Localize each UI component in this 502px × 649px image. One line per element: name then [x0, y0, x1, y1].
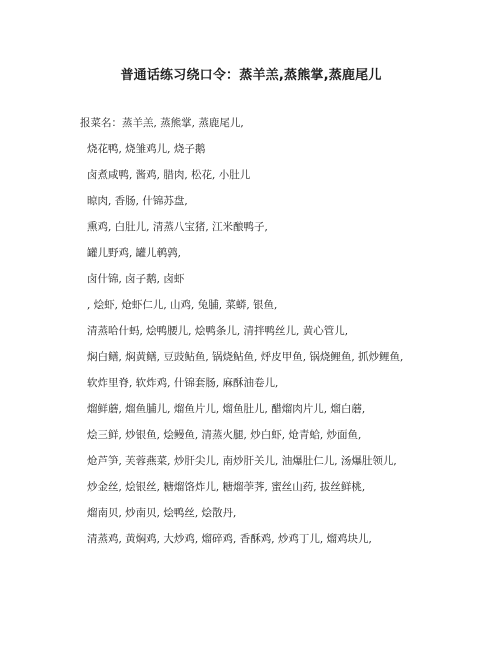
paragraph: 焖白鳝, 焖黄鳝, 豆豉鲇鱼, 锅烧鲇鱼, 烀皮甲鱼, 锅烧鲤鱼, 抓炒鲤鱼,: [87, 351, 404, 363]
paragraph: 熘南贝, 炒南贝, 烩鸭丝, 烩散丹,: [87, 507, 237, 519]
paragraph: 烩三鲜, 炒银鱼, 烩鳗鱼, 清蒸火腿, 炒白虾, 炝青蛤, 炒面鱼,: [87, 429, 362, 441]
paragraph: 清蒸哈什蚂, 烩鸭腰儿, 烩鸭条儿, 清拌鸭丝儿, 黄心管儿,: [87, 325, 349, 337]
paragraph: 软炸里脊, 软炸鸡, 什锦套肠, 麻酥油卷儿,: [87, 377, 279, 389]
paragraph: 熘鲜蘑, 熘鱼脯儿, 熘鱼片儿, 熘鱼肚儿, 醋熘肉片儿, 熘白蘑,: [87, 403, 366, 415]
document-title: 普通话练习绕口令：蒸羊羔,蒸熊掌,蒸鹿尾儿: [120, 68, 382, 83]
document-body: [64, 117, 442, 559]
paragraph: 熏鸡, 白肚儿, 清蒸八宝猪, 江米酿鸭子,: [87, 221, 268, 233]
paragraph: , 烩虾, 炝虾仁儿, 山鸡, 兔脯, 菜蟒, 银鱼,: [87, 299, 278, 311]
paragraph: 清蒸鸡, 黄焖鸡, 大炒鸡, 熘碎鸡, 香酥鸡, 炒鸡丁儿, 熘鸡块儿,: [87, 533, 372, 545]
paragraph: 卤什锦, 卤子鹅, 卤虾: [87, 273, 185, 285]
paragraph: 烧花鸭, 烧雏鸡儿, 烧子鹅: [87, 143, 206, 155]
paragraph: 晾肉, 香肠, 什锦苏盘,: [87, 195, 188, 207]
paragraph: 炝芦笋, 芙蓉燕菜, 炒肝尖儿, 南炒肝关儿, 油爆肚仁儿, 汤爆肚领儿,: [87, 455, 397, 467]
paragraph: 卤煮咸鸭, 酱鸡, 腊肉, 松花, 小肚儿: [87, 169, 251, 181]
paragraph: 报菜名：蒸羊羔, 蒸熊掌, 蒸鹿尾儿,: [80, 117, 244, 129]
paragraph: 炒金丝, 烩银丝, 糖熘饹炸儿, 糖熘荸荠, 蜜丝山药, 拔丝鲜桃,: [87, 481, 366, 493]
paragraph: 罐儿野鸡, 罐儿鹌鹑,: [87, 247, 182, 259]
